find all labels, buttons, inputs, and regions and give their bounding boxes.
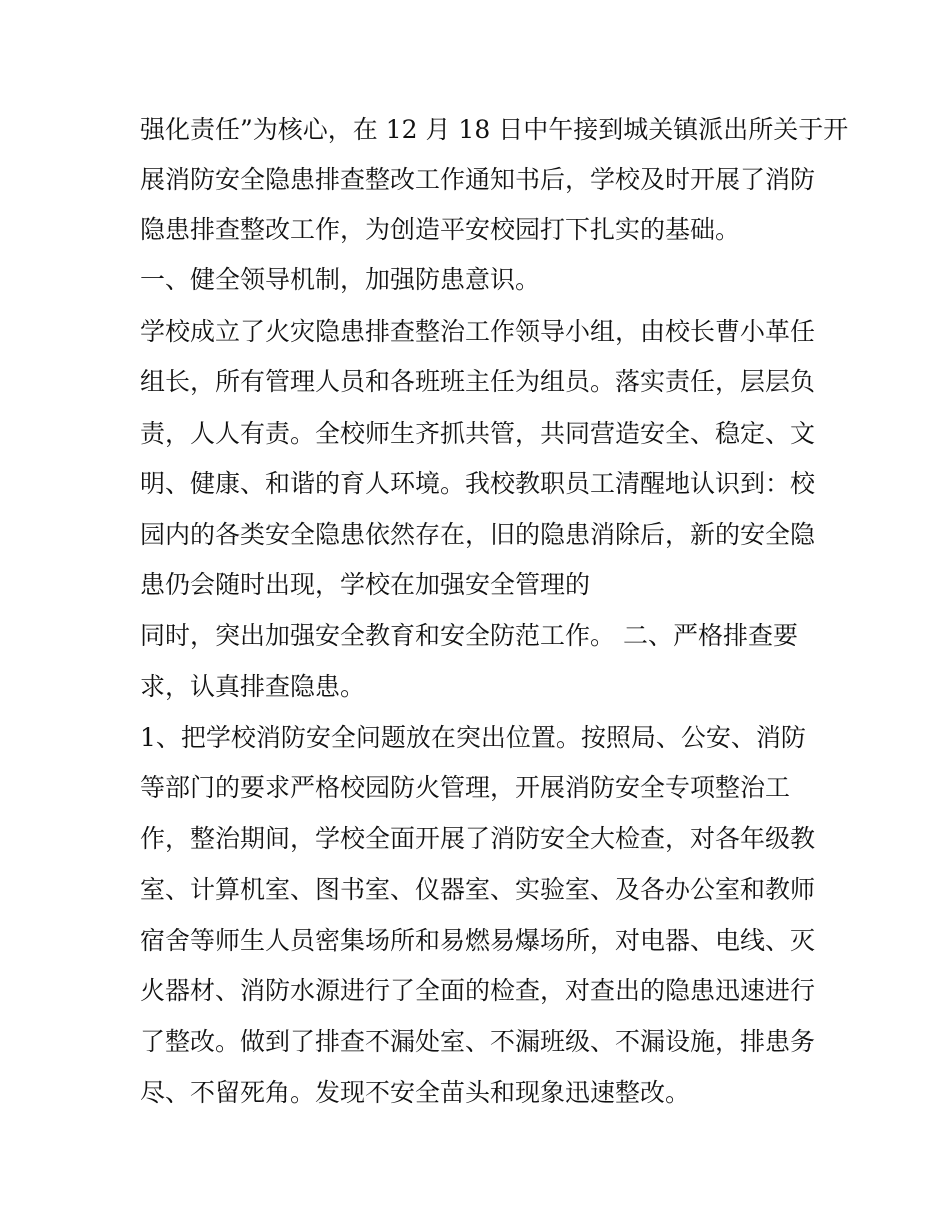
text-line: 等部门的要求严格校园防火管理，开展消防安全专项整治工 <box>140 773 791 802</box>
text-line: 学校成立了火灾隐患排查整治工作领导小组，由校长曹小革任 <box>140 317 816 346</box>
text-line: 园内的各类安全隐患依然存在，旧的隐患消除后，新的安全隐 <box>140 520 816 549</box>
text-line: 患仍会随时出现，学校在加强安全管理的 <box>140 570 591 599</box>
text-line: 了整改。做到了排查不漏处室、不漏班级、不漏设施，排患务 <box>140 1027 816 1056</box>
text-line: 求，认真排查隐患。 <box>140 672 366 701</box>
text-line: 作，整治期间，学校全面开展了消防安全大检查，对各年级教 <box>140 824 816 853</box>
text-line: 责，人人有责。全校师生齐抓共管，共同营造安全、稳定、文 <box>140 419 816 448</box>
text-line: 组长，所有管理人员和各班班主任为组员。落实责任，层层负 <box>140 367 816 396</box>
text-line: 尽、不留死角。发现不安全苗头和现象迅速整改。 <box>140 1078 691 1107</box>
text-line: 隐患排查整改工作，为创造平安校园打下扎实的基础。 <box>140 215 741 244</box>
text-line: 室、计算机室、图书室、仪器室、实验室、及各办公室和教师 <box>140 875 816 904</box>
text-line: 1、把学校消防安全问题放在突出位置。按照局、公安、消防 <box>140 723 806 752</box>
text-line: 展消防安全隐患排查整改工作通知书后，学校及时开展了消防 <box>140 165 816 194</box>
section-heading: 一、健全领导机制，加强防患意识。 <box>140 265 541 294</box>
text-line: 同时，突出加强安全教育和安全防范工作。 二、严格排查要 <box>140 621 798 650</box>
text-line: 强化责任”为核心，在 12 月 18 日中午接到城关镇派出所关于开 <box>140 115 849 144</box>
text-line: 明、健康、和谐的育人环境。我校教职员工清醒地认识到：校 <box>140 469 816 498</box>
text-line: 火器材、消防水源进行了全面的检查，对查出的隐患迅速进行 <box>140 976 816 1005</box>
text-line: 宿舍等师生人员密集场所和易燃易爆场所，对电器、电线、灭 <box>140 926 816 955</box>
